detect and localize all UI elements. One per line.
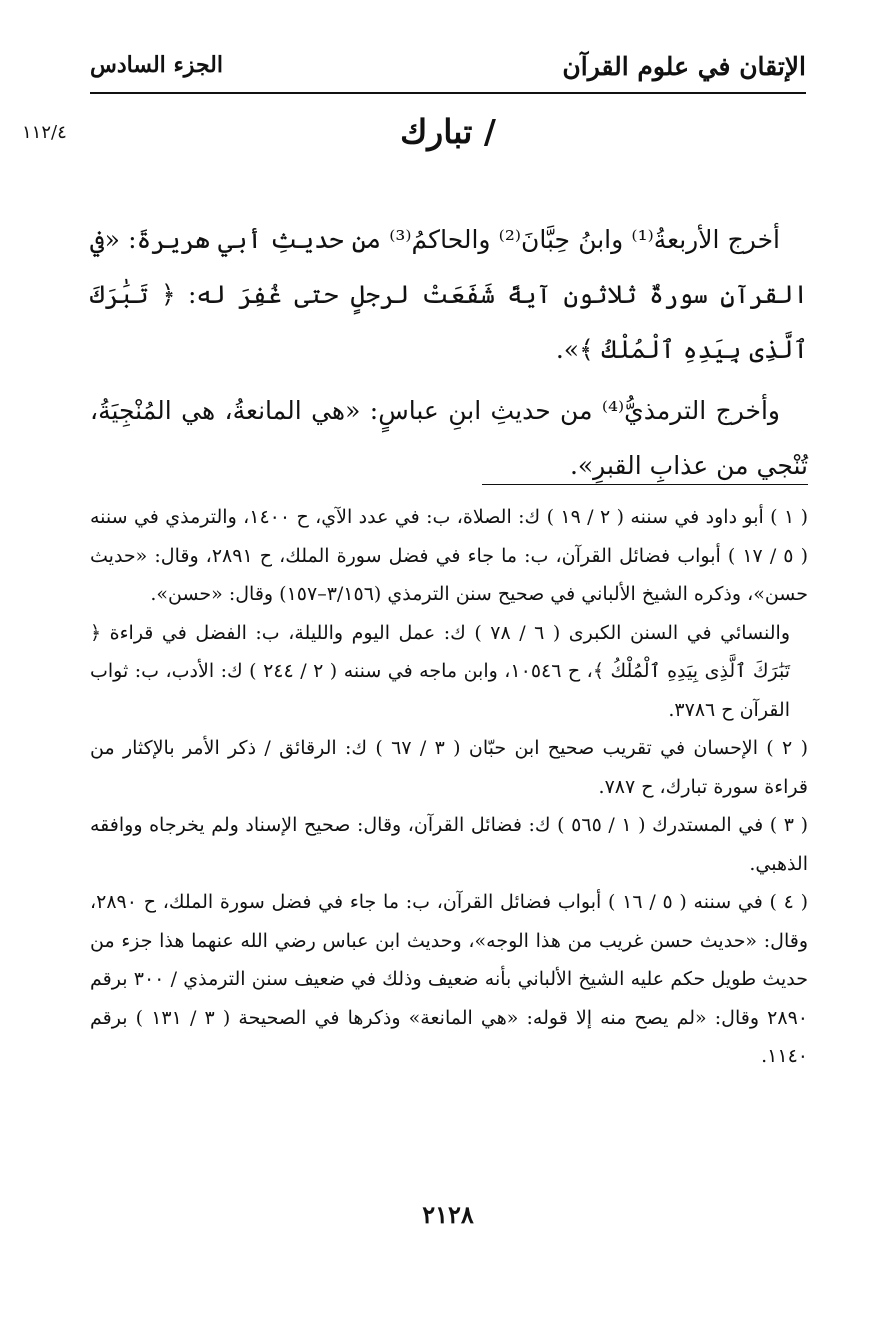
main-paragraph: أخرج الأربعةُ⁽¹⁾ وابنُ حِبَّانَ⁽²⁾ والحاكمُ⁽³⁾ من حديثِ أبي هريرةَ: «في القرآنِ سورةٌ ثلاثون آيةً شَفَعَتْ لرجلٍ حتى غُفِرَ له: ﴿ تَبَٰرَكَ ٱلَّذِى بِيَدِهِ ٱلْمُلْكُ ﴾». xyxy=(90,225,808,364)
margin-reference: ١١٢/٤ xyxy=(22,122,67,143)
footnote-separator xyxy=(482,484,808,485)
section-title: / تبارك xyxy=(400,112,496,151)
footnote-3: ( ٣ ) في المستدرك ( ١ / ٥٦٥ ) ك: فضائل القرآن، وقال: صحيح الإسناد ولم يخرجاه ووافقه الذهبي. xyxy=(90,814,809,875)
footnotes xyxy=(90,498,808,1076)
main-paragraph: وأخرج الترمذيُّ⁽⁴⁾ من حديثِ ابنِ عباسٍ: «هي المانعةُ، هي المُنْجِيَةُ، تُنْجي من عذابِ القبرِ». xyxy=(90,396,808,480)
footnote-1: ( ١ ) أبو داود في سننه ( ٢ / ١٩ ) ك: الصلاة، ب: في عدد الآي، ح ١٤٠٠، والترمذي في سننه ( ٥ / ١٧ ) أبواب فضائل القرآن، ب: ما جاء في فضل سورة الملك، ح ٢٨٩١، وقال: «حديث حسن»، وذكره الشيخ الألباني في صحيح سنن الترمذي (٣/١٥٦–١٥٧) وقال: «حسن». xyxy=(90,506,809,605)
main-text xyxy=(90,212,808,499)
header-rule xyxy=(90,92,806,94)
footnote-2: ( ٢ ) الإحسان في تقريب صحيح ابن حبّان ( ٣ / ٦٧ ) ك: الرقائق / ذكر الأمر بالإكثار من قراءة سورة تبارك، ح ٧٨٧. xyxy=(90,737,809,798)
page-number: ٢١٢٨ xyxy=(422,1200,474,1229)
part-label: الجزء السادس xyxy=(90,52,223,78)
running-header xyxy=(90,50,806,90)
book-title: الإتقان في علوم القرآن xyxy=(562,52,806,81)
footnote-4: ( ٤ ) في سننه ( ٥ / ١٦ ) أبواب فضائل القرآن، ب: ما جاء في فضل سورة الملك، ح ٢٨٩٠، وقال: «حديث حسن غريب من هذا الوجه»، وحديث ابن عباس رضي الله عنهما هذا جزء من حديث طويل حكم عليه الشيخ الألباني بأنه ضعيف وذلك في ضعيف سنن الترمذي / ٣٠٠ برقم ٢٨٩٠ وقال: «لم يصح منه إلا قوله: «هي المانعة» وذكرها في الصحيحة ( ٣ / ١٣١ ) برقم ١١٤٠. xyxy=(90,891,809,1067)
footnote-1-continuation: والنسائي في السنن الكبرى ( ٦ / ٧٨ ) ك: عمل اليوم والليلة، ب: الفضل في قراءة ﴿ تَبَٰرَكَ ٱلَّذِى بِيَدِهِ ٱلْمُلْكُ ﴾، ح ١٠٥٤٦، وابن ماجه في سننه ( ٢ / ٢٤٤ ) ك: الأدب، ب: ثواب القرآن ح ٣٧٨٦. xyxy=(90,621,790,721)
